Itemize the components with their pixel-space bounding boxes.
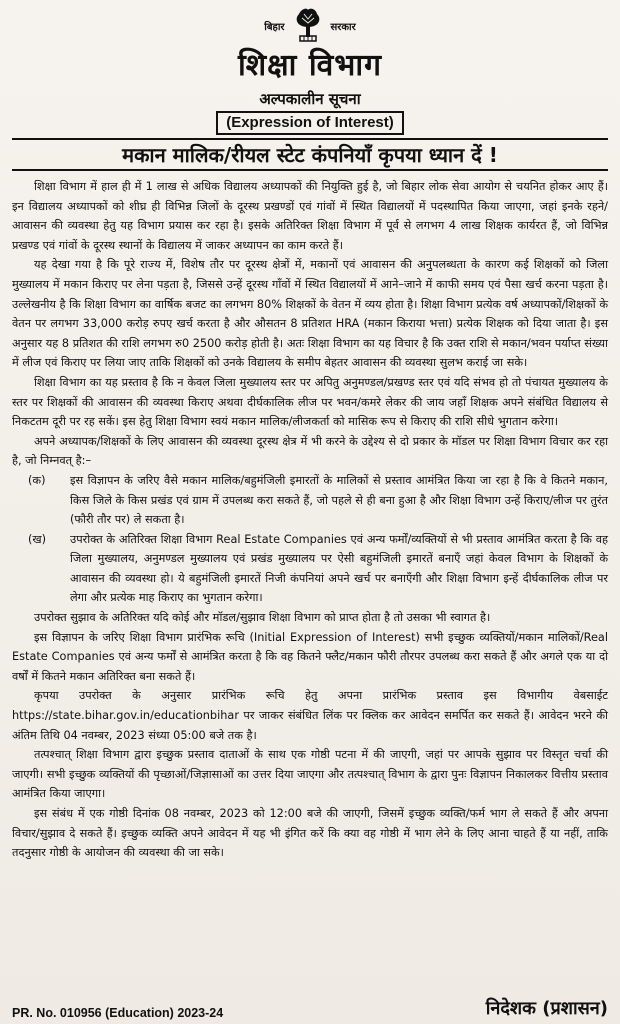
emblem-right-text: सरकार bbox=[330, 22, 356, 33]
eoi-label-wrap bbox=[12, 111, 608, 135]
paragraph-5: उपरोक्त सुझाव के अतिरिक्त यदि कोई और मॉडल/सुझाव शिक्षा विभाग को प्राप्त होता है तो उसका भी स्वागत है। bbox=[34, 611, 491, 625]
signatory: निदेशक (प्रशासन) bbox=[485, 998, 608, 1019]
headline-text: मकान मालिक/रीयल स्टेट कंपनियाँ कृपया ध्यान दें ! bbox=[122, 143, 498, 167]
emblem-left-text: बिहार bbox=[264, 22, 285, 33]
clause-a-text: इस विज्ञापन के जरिए वैसे मकान मालिक/बहुमंजिली इमारतों के मालिकों से प्रस्ताव आमंत्रित किया जा रहा है कि वे कितने मकान, किस जिले के किस प्रखंड एवं ग्राम में उपलब्ध करा सकते हैं, जो पहले से ही बना हुआ है और शिक्षा विभाग उन्हें किराए/लीज पर तुरंत (फौरी तौर पर) ले सकता है। bbox=[70, 473, 608, 527]
paragraph-4: अपने अध्यापक/शिक्षकों के लिए आवासन की व्यवस्था दूरस्थ क्षेत्र में भी करने के उद्देश्य से दो प्रकार के मॉडल पर शिक्षा विभाग विचार कर रहा है, जो निम्नवत् है:– bbox=[12, 434, 608, 468]
notice-body bbox=[12, 177, 608, 863]
clause-b-text: उपरोक्त के अतिरिक्त शिक्षा विभाग Real Estate Companies एवं अन्य फर्मों/व्यक्तियों से भी प्रस्ताव आमंत्रित करता है कि वह जिला मुख्यालय, अनुमण्डल मुख्यालय एवं प्रखंड मुख्यालय पर ऐसी बहुमंजिली इमारतें बनाएँ जहां केवल विभाग के शिक्षकों के आवासन की व्यवस्था हो। ये बहुमंजिली इमारतें निजी कंपनियां अपने खर्च पर बनाएँगी और शिक्षा विभाग इन्हें दीर्घकालिक लीज पर लेगा और प्रत्येक माह किराए का भुगतान करेगा। bbox=[70, 532, 608, 605]
page-title: शिक्षा विभाग bbox=[237, 48, 383, 83]
paragraph-7: कृपया उपरोक्त के अनुसार प्रारंभिक रूचि हेतु अपना प्रारंभिक प्रस्ताव इस विभागीय वेबसाईट https://state.bihar.gov.in/educationbihar पर जाकर संबंधित लिंक पर क्लिक कर आवेदन समर्पित कर सकते हैं। आवेदन भरने की अंतिम तिथि 04 नवम्बर, 2023 संध्या 05:00 बजे तक है। bbox=[12, 689, 608, 742]
clause-a bbox=[12, 471, 608, 530]
paragraph-9: इस संबंध में एक गोष्ठी दिनांक 08 नवम्बर, 2023 को 12:00 बजे की जाएगी, जिसमें इच्छुक व्यक्ति/फर्म भाग ले सकते हैं और अपना विचार/सुझाव दे सकते हैं। इच्छुक व्यक्ति अपने आवेदन में यह भी इंगित करें कि क्या वह गोष्ठी में भाग लेने के लिए आना चाहते हैं या नहीं, ताकि तदनुसार गोष्ठी के आयोजन की व्यवस्था की जा सके। bbox=[12, 807, 608, 860]
paragraph-8: तत्पश्चात् शिक्षा विभाग द्वारा इच्छुक प्रस्ताव दाताओं के साथ एक गोष्ठी पटना में की जाएगी, जहां पर आपके सुझाव पर विस्तृत चर्चा की जाएगी। सभी इच्छुक व्यक्तियों की पृच्छाओं/जिज्ञासाओं का उत्तर दिया जाएगा और तत्पश्चात् विभाग के द्वारा पुनः विज्ञापन निकालकर वित्तीय प्रस्ताव आमंत्रित किया जाएगा। bbox=[12, 748, 608, 801]
emblem-header bbox=[12, 4, 608, 44]
paragraph-3: शिक्षा विभाग का यह प्रस्ताव है कि न केवल जिला मुख्यालय स्तर पर अपितु अनुमण्डल/प्रखण्ड स्तर एवं यदि संभव हो तो पंचायत मुख्यालय के स्तर पर शिक्षकों की आवासन की व्यवस्था किराए अथवा दीर्घकालिक लीज पर भवन/कमरे लेकर की जाय जहाँ शिक्षक अपने संबंधित विद्यालय से निकटतम दूरी पर रह सकें। इस हेतु शिक्षा विभाग स्वयं मकान मालिक/लीजकर्ता को मासिक रूप से किराए की राशि सीधे भुगतान करेगा। bbox=[12, 375, 608, 429]
paragraph-1: शिक्षा विभाग में हाल ही में 1 लाख से अधिक विद्यालय अध्यापकों की नियुक्ति हुई है, जो बिहार लोक सेवा आयोग से चयनित होकर आए हैं। इन विद्यालय अध्यापकों को शीघ्र ही विभिन्न जिलों के दूरस्थ प्रखण्डों एवं गांवों में स्थित विद्यालयों में पदस्थापित किया जाएगा, जहां इनके रहने/आवासन की व्यवस्था हेतु यह विभाग प्रयास कर रहा है। इसके अतिरिक्त शिक्षा विभाग में पूर्व से लगभग 4 लाख शिक्षक कार्यरत हैं, जो विभिन्न प्रखण्ड एवं गांवों के दूरस्थ स्थानों के विद्यालय में जाकर अध्यापन का काम करते हैं। bbox=[12, 180, 608, 252]
notice-footer bbox=[12, 996, 608, 1020]
eoi-label: (Expression of Interest) bbox=[216, 111, 404, 135]
bodhi-tree-emblem-icon bbox=[291, 5, 325, 43]
clause-b bbox=[12, 530, 608, 608]
clause-a-marker: (क) bbox=[28, 473, 46, 487]
headline-banner bbox=[12, 138, 608, 171]
notice-subtitle: अल्पकालीन सूचना bbox=[259, 90, 361, 108]
clause-b-marker: (ख) bbox=[28, 532, 47, 546]
paragraph-6: इस विज्ञापन के जरिए शिक्षा विभाग प्रारंभिक रूचि (Initial Expression of Interest) सभी इच्छुक व्यक्तियों/मकान मालिकों/Real Estate Companies एवं अन्य फर्मों से आमंत्रित करता है कि वह कितने फ्लैट/मकान फौरी तौरपर उपलब्ध करा सकते हैं और अगले एक या दो वर्षों में कितने मकान अतिरिक्त बना सकते हैं। bbox=[12, 630, 608, 683]
paragraph-2: यह देखा गया है कि पूरे राज्य में, विशेष तौर पर दूरस्थ क्षेत्रों में, मकानों एवं आवासन की अनुपलब्धता के कारण कई शिक्षकों को जिला मुख्यालय में मकान किराए पर लेना पड़ता है, जिससे उन्हें दूरस्थ गाँवों में स्थित विद्यालयों में आने–जाने में काफी समय एवं पैसा खर्च करना पड़ता है। उल्लेखनीय है कि शिक्षा विभाग का वार्षिक बजट का लगभग 80% शिक्षकों के वेतन में व्यय होता है। शिक्षा विभाग प्रत्येक वर्ष अध्यापकों/शिक्षकों के वेतन पर लगभग 33,000 करोड़ रुपए खर्च करता है और औसतन 8 प्रतिशत HRA (मकान किराया भत्ता) प्रत्येक शिक्षक को दिया जाता है। इस अनुसार यह 8 प्रतिशत की राशि लगभग रु0 2500 करोड़ होती है। अतः शिक्षा विभाग का यह विचार है कि उक्त राशि से मकान/भवन पर्याप्त संख्या में लीज एवं किराए पर लिया जाए ताकि शिक्षकों को उनके विद्यालय के समीप बेहतर आवासन की व्यवस्था सुलभ कराई जा सके। bbox=[12, 258, 608, 370]
pr-number: PR. No. 010956 (Education) 2023-24 bbox=[12, 1006, 224, 1020]
